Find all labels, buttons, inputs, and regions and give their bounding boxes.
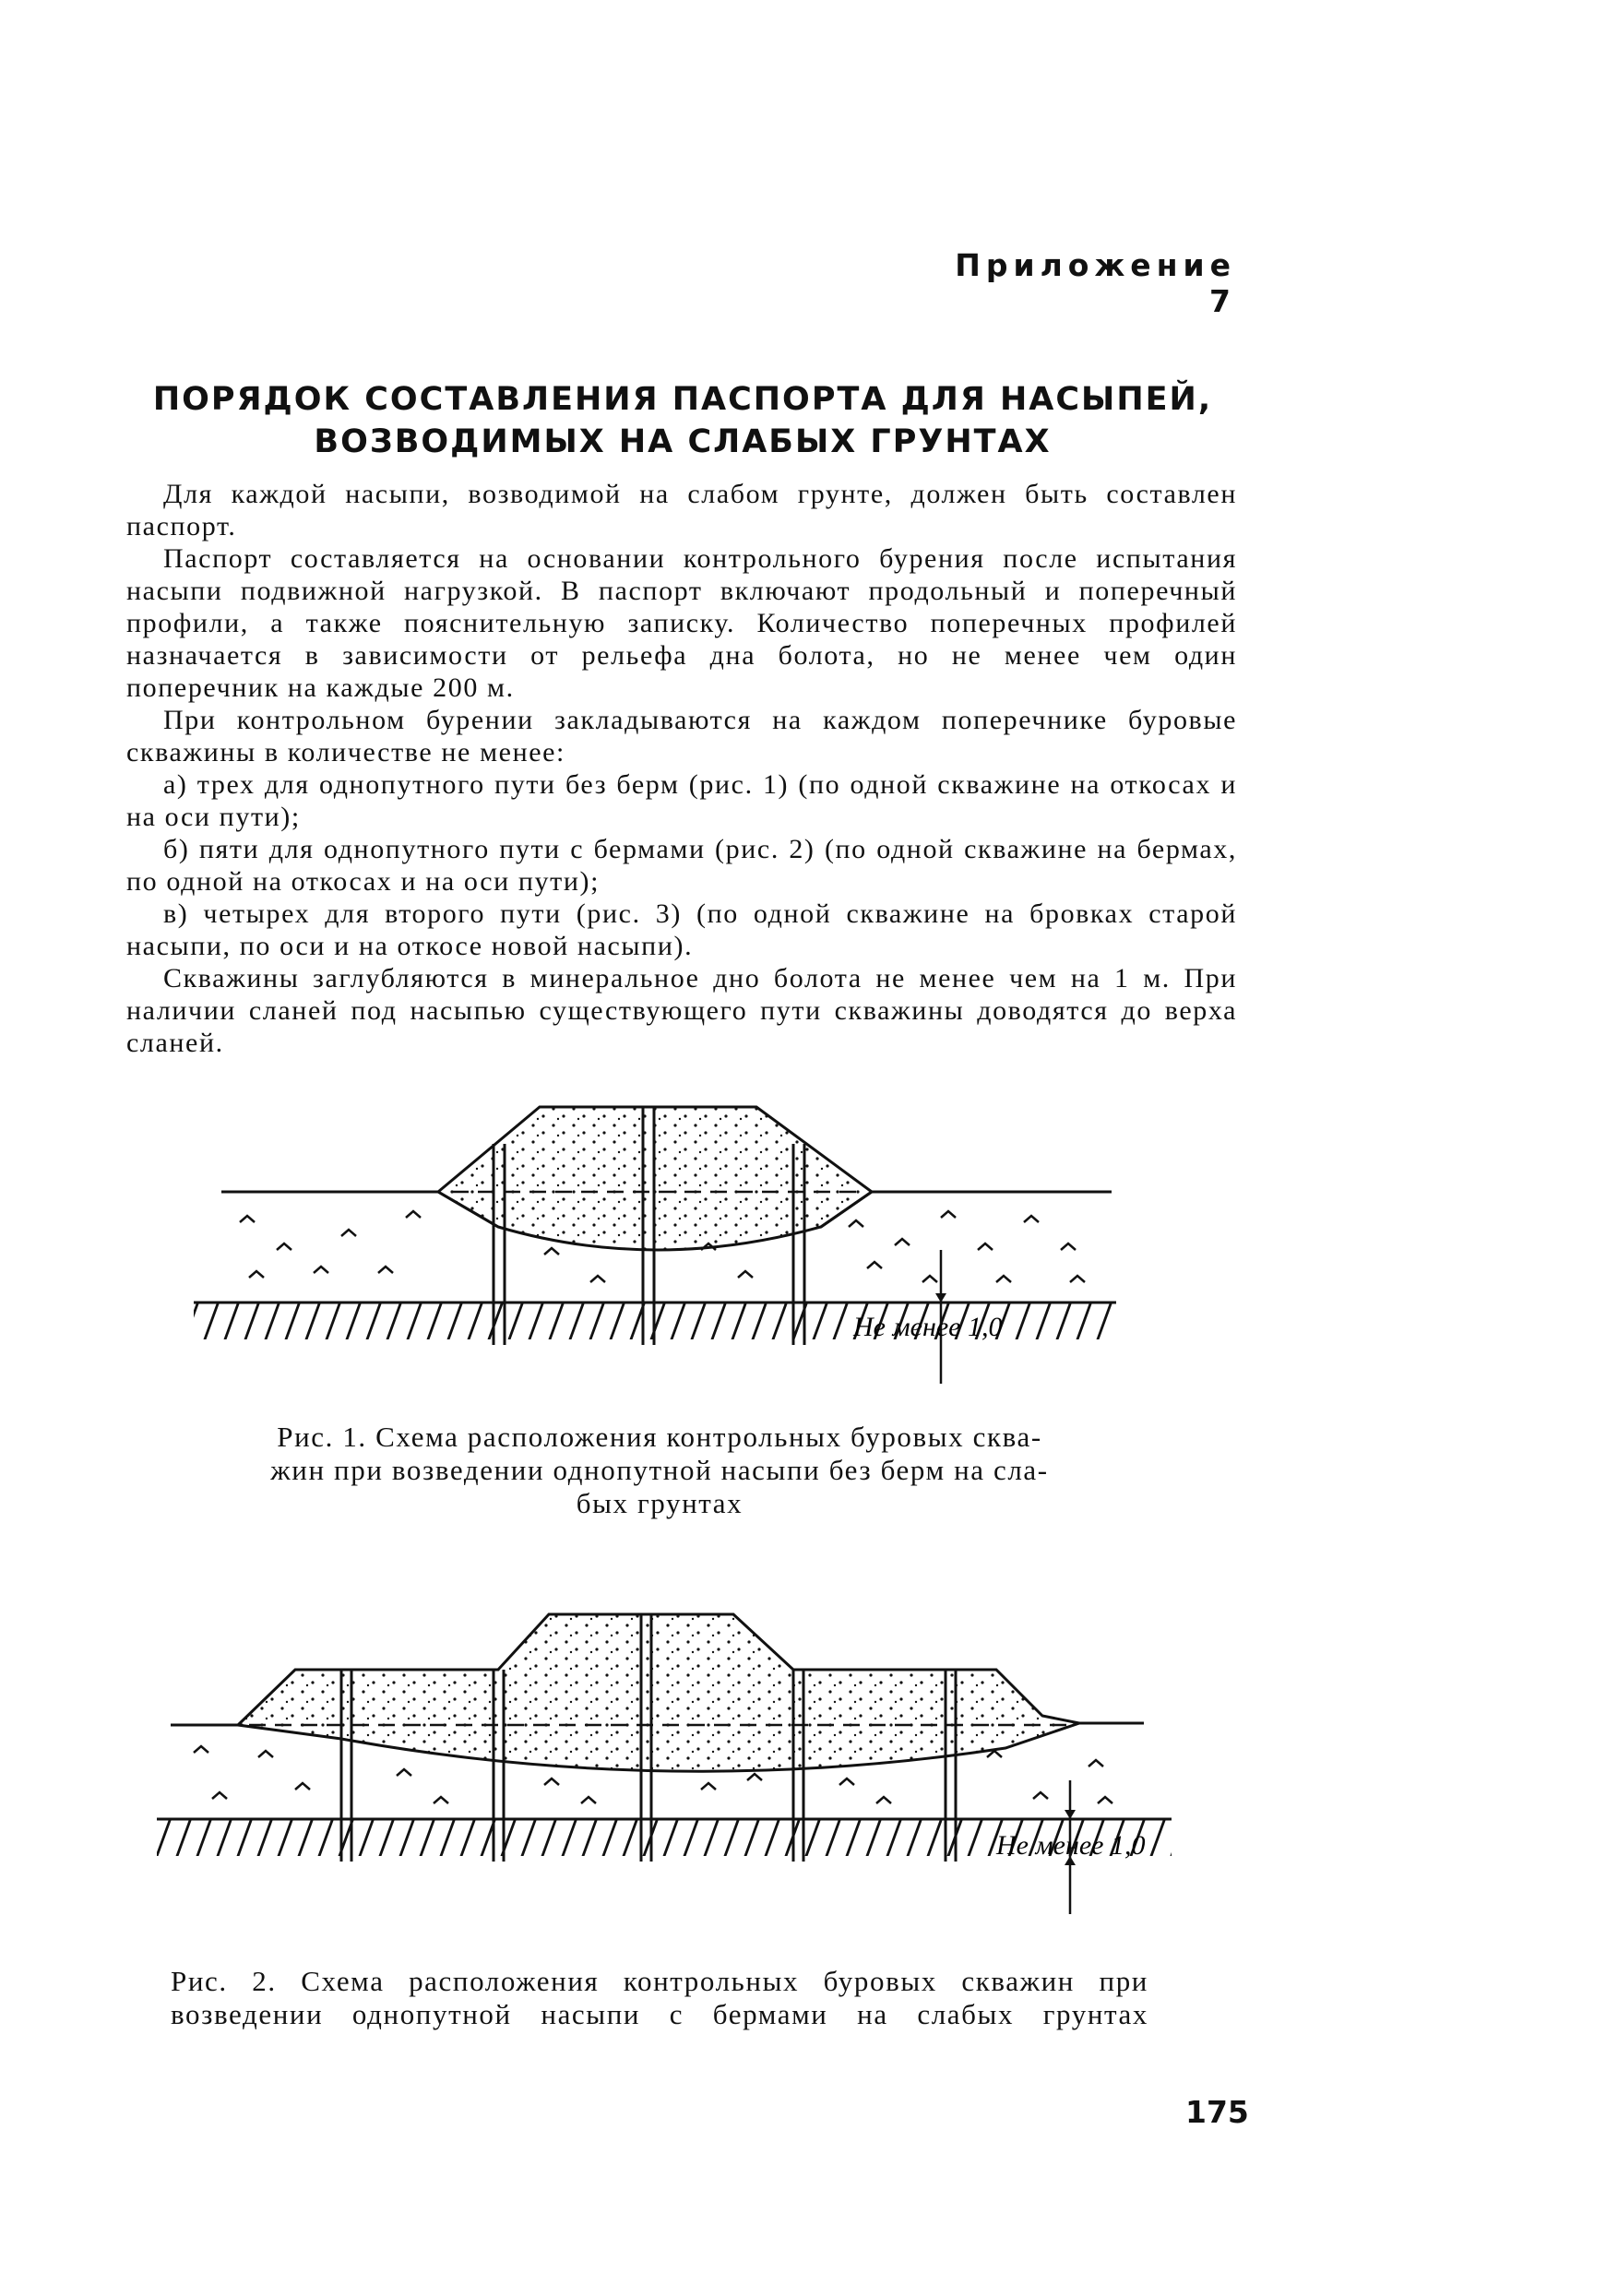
list-item-b: б) пяти для однопутного пути с бермами (рис. 2) (по одной скважине на бермах, по одной на откосах и на оси пути); bbox=[126, 834, 1237, 897]
figure-2-diagram bbox=[157, 1605, 1190, 1928]
figure-1 bbox=[184, 1089, 1135, 1411]
list-item-a: а) трех для однопутного пути без берм (рис. 1) (по одной скважине на откосах и на оси пути); bbox=[126, 769, 1237, 832]
figure-1-caption bbox=[212, 1421, 1107, 1520]
list-item-c: в) четырех для второго пути (рис. 3) (по одной скважине на бровках старой насыпи, по оси и на откосе новой насыпи). bbox=[126, 898, 1237, 961]
paragraph-1: Для каждой насыпи, возводимой на слабом грунте, должен быть составлен паспорт. bbox=[126, 479, 1237, 541]
figure-2-depth-label: Не менее 1,0 bbox=[996, 1830, 1146, 1861]
paragraph-4: Скважины заглубляются в минеральное дно болота не менее чем на 1 м. При наличии сланей под насыпью существующего пути скважины доводятся до верха сланей. bbox=[126, 963, 1237, 1058]
figure-1-caption-line-2: жин при возведении однопутной насыпи без берм на сла- bbox=[270, 1454, 1049, 1486]
title-line-2: ВОЗВОДИМЫХ НА СЛАБЫХ ГРУНТАХ bbox=[314, 423, 1052, 460]
figure-1-caption-line-1: Рис. 1. Схема расположения контрольных буровых сква- bbox=[277, 1421, 1042, 1453]
figure-2-caption-line-1: Рис. 2. Схема расположения контрольных буровых скважин при bbox=[171, 1965, 1148, 1997]
figure-2-caption-line-2: возведении однопутной насыпи с бермами на слабых грунтах bbox=[171, 1998, 1148, 2030]
figure-1-diagram bbox=[184, 1089, 1135, 1411]
title-line-1: ПОРЯДОК СОСТАВЛЕНИЯ ПАСПОРТА ДЛЯ НАСЫПЕЙ, bbox=[152, 381, 1213, 418]
paragraph-2: Паспорт составляется на основании контрольного бурения после испытания насыпи подвижной нагрузкой. В паспорт включают продольный и поперечный профили, а также пояснительную записку. Количество поперечных профилей назначается в зависимости от рельефа дна болота, но не менее чем один поперечник на каждые 200 м. bbox=[126, 543, 1237, 703]
document-title bbox=[138, 378, 1227, 463]
figure-2-caption bbox=[171, 1965, 1148, 2031]
page-number: 175 bbox=[1185, 2094, 1249, 2130]
figure-1-depth-label: Не менее 1,0 bbox=[853, 1312, 1003, 1342]
figure-2 bbox=[157, 1605, 1190, 1928]
paragraph-3: При контрольном бурении закладываются на каждом поперечнике буровые скважины в количестве не менее: bbox=[126, 705, 1237, 767]
body-text bbox=[126, 478, 1237, 1059]
figure-1-caption-line-3: бых грунтах bbox=[576, 1487, 744, 1519]
appendix-heading: Приложение 7 bbox=[955, 247, 1236, 319]
